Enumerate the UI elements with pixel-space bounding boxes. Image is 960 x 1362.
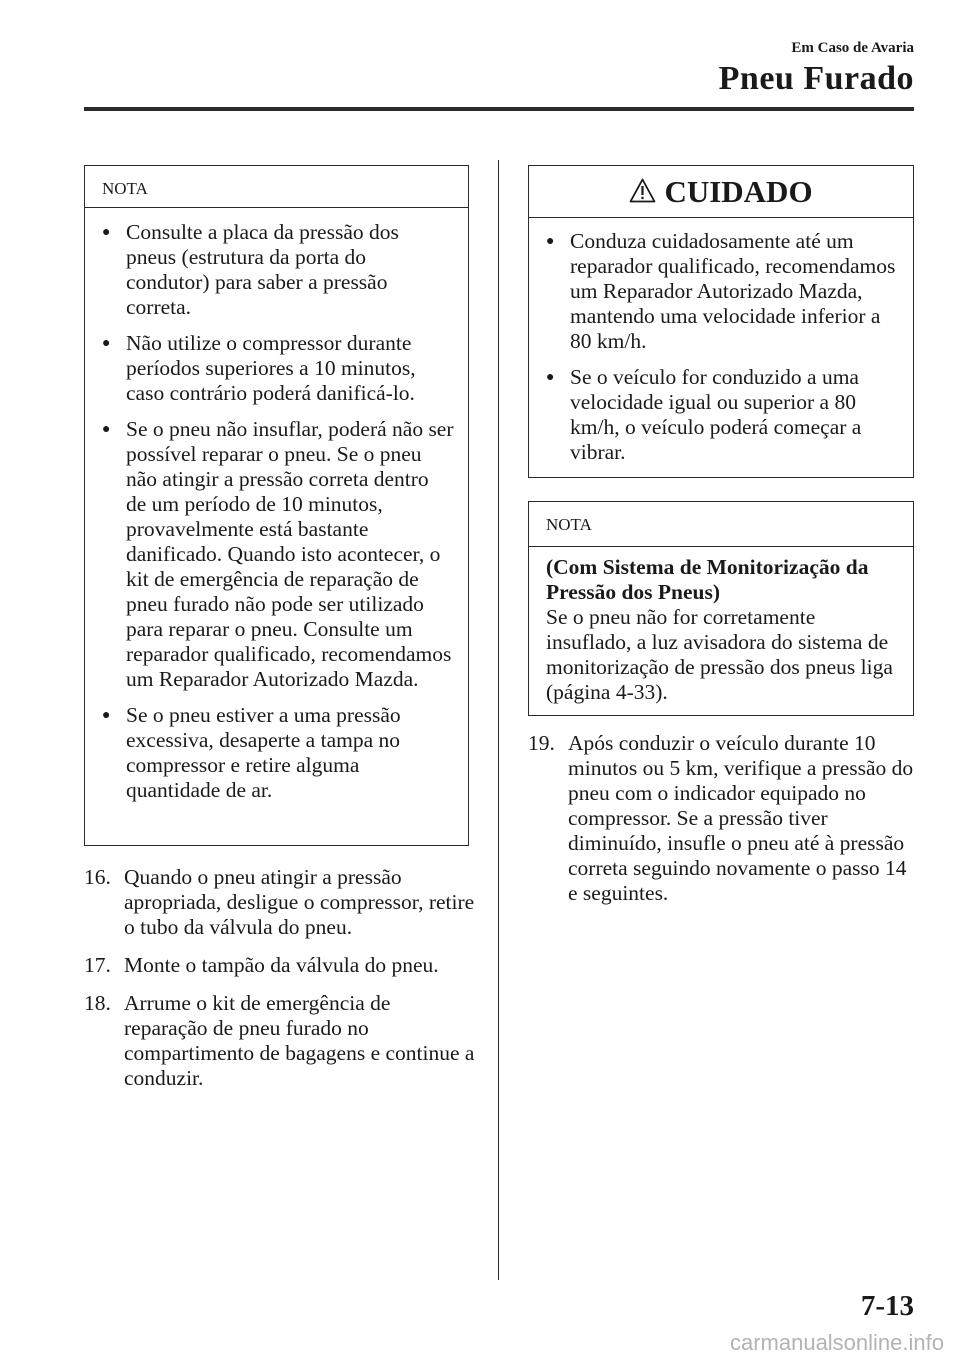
step-18 (84, 991, 476, 1091)
section-name: Em Caso de Avaria (791, 40, 914, 56)
watermark: carmanualsonline.info (729, 1330, 944, 1355)
warning-triangle-icon (629, 178, 656, 203)
step-number: 16. (84, 865, 111, 889)
list-item-text: Consulte a placa da pressão dos pneus (estrutura da porta do condutor) para saber a pressão correta. (126, 220, 399, 319)
note-body (85, 208, 468, 813)
note-body (529, 547, 913, 715)
note-text: Se o pneu não for corretamente insuflado, a luz avisadora do sistema de monitorização de pressão dos pneus liga (página 4-33). (546, 605, 893, 704)
caution-box (528, 165, 914, 478)
column-divider (498, 160, 499, 1280)
list-item (102, 220, 454, 320)
step-16 (84, 865, 476, 940)
step-text: Monte o tampão da válvula do pneu. (124, 953, 439, 977)
list-item (102, 703, 454, 803)
bullet-dot-icon: ● (546, 234, 555, 249)
step-text: Após conduzir o veículo durante 10 minutos ou 5 km, verifique a pressão do pneu com o indicador equipado no compressor. Se a pressão tiver diminuído, insufle o pneu até à pressão correta seguindo novamente o passo 14 e seguintes. (568, 731, 914, 905)
list-item-text: Não utilize o compressor durante períodos superiores a 10 minutos, caso contrário poderá danificá-lo. (126, 331, 416, 405)
step-number: 17. (84, 953, 111, 977)
list-item (102, 417, 454, 692)
note-label: NOTA (85, 166, 468, 208)
note-box-left (84, 165, 469, 846)
list-item-text: Se o pneu estiver a uma pressão excessiva, desaperte a tampa no compressor e retire alguma quantidade de ar. (126, 703, 401, 802)
list-item (546, 365, 899, 465)
bullet-dot-icon: ● (102, 422, 111, 437)
note-box-right (528, 501, 914, 716)
list-item (546, 229, 899, 354)
step-17 (84, 953, 476, 978)
note-label: NOTA (529, 502, 913, 547)
list-item-text: Conduza cuidadosamente até um reparador qualificado, recomendamos um Reparador Autorizado Mazda, mantendo uma velocidade inferior a 80 km/h. (570, 229, 896, 353)
bullet-dot-icon: ● (546, 370, 555, 385)
page-number: 7-13 (860, 1290, 914, 1322)
list-item-text: Se o pneu não insuflar, poderá não ser possível reparar o pneu. Se o pneu não atingir a pressão correta dentro de um período de 10 minutos, provavelmente está bastante danificado. Quando isto acontecer, o kit de emergência de reparação de pneu furado não pode ser utilizado para reparar o pneu. Consulte um reparador qualificado, recomendamos um Reparador Autorizado Mazda. (126, 417, 454, 691)
step-number: 19. (528, 731, 555, 755)
list-item-text: Se o veículo for conduzido a uma velocidade igual ou superior a 80 km/h, o veículo poderá começar a vibrar. (570, 365, 862, 464)
list-item (102, 331, 454, 406)
step-number: 18. (84, 991, 111, 1015)
bullet-dot-icon: ● (102, 708, 111, 723)
step-19 (528, 731, 918, 906)
step-text: Quando o pneu atingir a pressão apropriada, desligue o compressor, retire o tubo da válvula do pneu. (124, 865, 475, 939)
note-heading: (Com Sistema de Monitorização da Pressão dos Pneus) (546, 555, 869, 604)
caution-body (529, 218, 913, 475)
page-title: Pneu Furado (718, 60, 914, 97)
caution-label: CUIDADO (664, 173, 813, 209)
caution-header (529, 166, 913, 218)
bullet-dot-icon: ● (102, 225, 111, 240)
header-rule (84, 107, 914, 111)
bullet-dot-icon: ● (102, 336, 111, 351)
step-text: Arrume o kit de emergência de reparação de pneu furado no compartimento de bagagens e continue a conduzir. (124, 991, 475, 1090)
